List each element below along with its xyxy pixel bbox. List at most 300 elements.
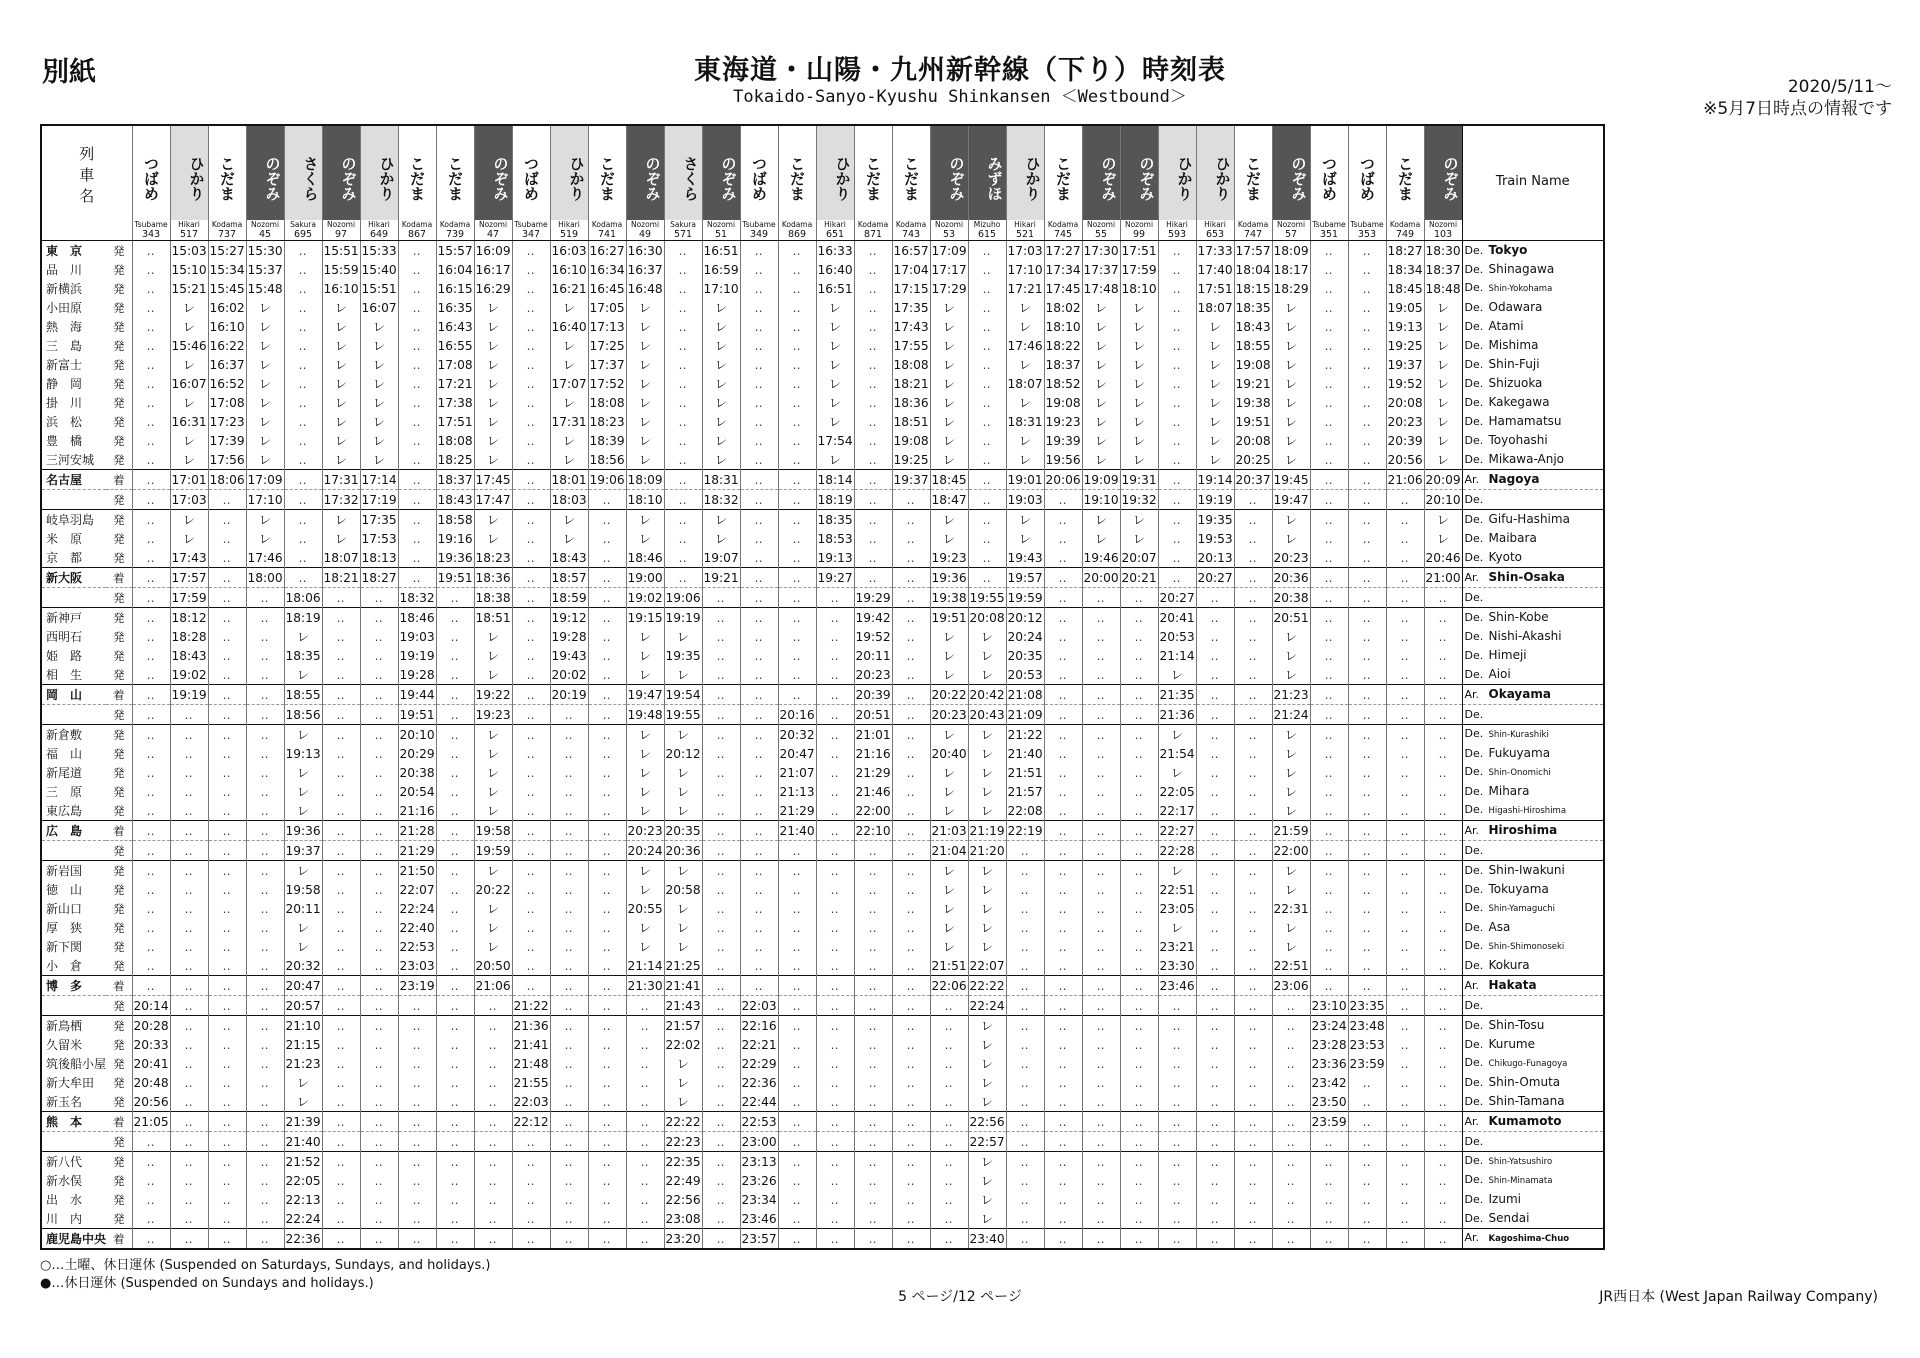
time-cell: ‥: [398, 1073, 436, 1092]
time-cell: ‥: [588, 821, 626, 841]
train-number: 351: [1319, 229, 1339, 240]
time-cell: ‥: [854, 317, 892, 336]
legend-saturday-holiday: ○…土曜、休日運休 (Suspended on Saturdays, Sundays, and holidays.): [40, 1258, 491, 1273]
time-cell: ‥: [208, 861, 246, 881]
station-name-en: [1462, 317, 1604, 336]
time-cell: レ: [702, 298, 740, 317]
time-cell: ‥: [588, 529, 626, 548]
time-cell: 18:53: [816, 529, 854, 548]
station-name-en: [1462, 937, 1604, 956]
time-cell: ‥: [1386, 1171, 1424, 1190]
time-cell: ‥: [246, 627, 284, 646]
time-cell: ‥: [1310, 763, 1348, 782]
time-cell: ‥: [778, 646, 816, 665]
time-cell: 19:08: [1234, 355, 1272, 374]
time-cell: ‥: [854, 490, 892, 510]
time-cell: 18:13: [360, 548, 398, 568]
time-cell: ‥: [1348, 317, 1386, 336]
time-cell: 19:00: [626, 568, 664, 588]
time-cell: ‥: [1348, 588, 1386, 608]
train-number: 349: [749, 229, 769, 240]
arrival-departure-mark: 発: [113, 629, 125, 644]
train-number: 593: [1167, 229, 1187, 240]
time-cell: ‥: [246, 821, 284, 841]
time-cell: 17:19: [360, 490, 398, 510]
time-cell: 23:57: [740, 1229, 778, 1250]
time-cell: レ: [474, 450, 512, 470]
time-cell: レ: [1196, 393, 1234, 412]
time-cell: ‥: [854, 841, 892, 861]
time-cell: ‥: [512, 646, 550, 665]
time-cell: ‥: [854, 1112, 892, 1132]
time-cell: ‥: [246, 976, 284, 996]
time-cell: ‥: [930, 1132, 968, 1152]
time-cell: 18:55: [1234, 336, 1272, 355]
time-cell: 23:13: [740, 1152, 778, 1172]
time-cell: ‥: [930, 1171, 968, 1190]
time-cell: ‥: [360, 1054, 398, 1073]
time-cell: ‥: [1272, 1152, 1310, 1172]
time-cell: 20:19: [550, 685, 588, 705]
time-cell: ‥: [360, 685, 398, 705]
time-cell: レ: [664, 937, 702, 956]
time-cell: ‥: [1082, 801, 1120, 821]
time-cell: ‥: [1044, 763, 1082, 782]
time-cell: ‥: [1082, 627, 1120, 646]
time-cell: ‥: [512, 1229, 550, 1250]
time-cell: レ: [968, 918, 1006, 937]
time-cell: ‥: [246, 1190, 284, 1209]
station-name-en: [1462, 861, 1604, 881]
time-cell: 23:34: [740, 1190, 778, 1209]
time-cell: ‥: [322, 899, 360, 918]
time-cell: ‥: [474, 1190, 512, 1209]
time-cell: 17:51: [1196, 279, 1234, 298]
time-cell: ‥: [1348, 450, 1386, 470]
de-ar-label: Ar.: [1464, 571, 1480, 584]
page-title: 東海道・山陽・九州新幹線（下り）時刻表: [694, 55, 1226, 86]
time-cell: ‥: [816, 1035, 854, 1054]
time-cell: ‥: [1120, 1035, 1158, 1054]
time-cell: ‥: [1310, 450, 1348, 470]
time-cell: 20:41: [132, 1054, 170, 1073]
time-cell: レ: [170, 431, 208, 450]
time-cell: ‥: [1044, 608, 1082, 628]
time-cell: レ: [284, 1092, 322, 1112]
time-cell: 15:34: [208, 260, 246, 279]
time-cell: ‥: [1310, 393, 1348, 412]
station-name-en: [1462, 1209, 1604, 1229]
time-cell: 19:38: [1234, 393, 1272, 412]
time-cell: ‥: [816, 646, 854, 665]
time-cell: ‥: [360, 744, 398, 763]
time-cell: ‥: [626, 1171, 664, 1190]
time-cell: ‥: [892, 1073, 930, 1092]
time-cell: ‥: [1272, 1132, 1310, 1152]
time-cell: ‥: [1424, 1132, 1462, 1152]
time-cell: 16:43: [436, 317, 474, 336]
time-cell: ‥: [208, 744, 246, 763]
time-cell: ‥: [1158, 374, 1196, 393]
time-cell: 15:21: [170, 279, 208, 298]
time-cell: ‥: [1120, 725, 1158, 745]
time-cell: 17:56: [208, 450, 246, 470]
time-cell: ‥: [1120, 1112, 1158, 1132]
time-cell: ‥: [626, 1016, 664, 1036]
time-cell: ‥: [1082, 861, 1120, 881]
time-cell: ‥: [246, 608, 284, 628]
station-name-jp: [41, 841, 106, 861]
time-cell: ‥: [854, 450, 892, 470]
de-ar-label: De.: [1464, 1193, 1484, 1206]
time-cell: ‥: [132, 880, 170, 899]
time-cell: ‥: [854, 241, 892, 261]
time-cell: ‥: [740, 412, 778, 431]
time-cell: ‥: [1044, 1054, 1082, 1073]
time-cell: 19:10: [1082, 490, 1120, 510]
time-cell: レ: [1006, 450, 1044, 470]
time-cell: 18:48: [1424, 279, 1462, 298]
train-kana: こだま: [408, 155, 427, 201]
time-cell: ‥: [436, 1171, 474, 1190]
time-cell: レ: [1082, 355, 1120, 374]
time-cell: ‥: [398, 490, 436, 510]
time-cell: ‥: [740, 298, 778, 317]
time-cell: 22:27: [1158, 821, 1196, 841]
time-cell: ‥: [702, 976, 740, 996]
time-cell: レ: [170, 355, 208, 374]
time-cell: ‥: [170, 1209, 208, 1229]
time-cell: ‥: [1006, 841, 1044, 861]
de-ar-label: De.: [1464, 281, 1484, 294]
time-cell: ‥: [1120, 685, 1158, 705]
time-cell: レ: [968, 627, 1006, 646]
time-cell: ‥: [1386, 841, 1424, 861]
time-cell: 16:10: [208, 317, 246, 336]
time-cell: レ: [626, 317, 664, 336]
time-cell: ‥: [778, 260, 816, 279]
time-cell: ‥: [1196, 646, 1234, 665]
time-cell: ‥: [702, 1171, 740, 1190]
time-cell: ‥: [740, 608, 778, 628]
time-cell: ‥: [436, 1229, 474, 1250]
station-name-en: [1462, 1229, 1604, 1250]
time-cell: ‥: [246, 725, 284, 745]
time-cell: ‥: [854, 336, 892, 355]
time-cell: ‥: [588, 1229, 626, 1250]
time-cell: ‥: [1234, 1016, 1272, 1036]
time-cell: 21:54: [1158, 744, 1196, 763]
time-cell: ‥: [740, 918, 778, 937]
time-cell: ‥: [1348, 336, 1386, 355]
time-cell: レ: [968, 646, 1006, 665]
time-cell: 17:23: [208, 412, 246, 431]
time-cell: 22:13: [284, 1190, 322, 1209]
time-cell: ‥: [892, 996, 930, 1016]
time-cell: 16:10: [550, 260, 588, 279]
time-cell: ‥: [132, 1190, 170, 1209]
time-cell: ‥: [778, 899, 816, 918]
time-cell: 18:56: [588, 450, 626, 470]
time-cell: ‥: [1158, 260, 1196, 279]
time-cell: ‥: [664, 355, 702, 374]
time-cell: ‥: [588, 918, 626, 937]
time-cell: ‥: [778, 1132, 816, 1152]
time-cell: ‥: [398, 1112, 436, 1132]
time-cell: 17:45: [1044, 279, 1082, 298]
time-cell: ‥: [322, 1112, 360, 1132]
station-name-en: [1462, 241, 1604, 261]
time-cell: レ: [1120, 298, 1158, 317]
time-cell: ‥: [702, 937, 740, 956]
time-cell: レ: [246, 374, 284, 393]
time-cell: ‥: [246, 1054, 284, 1073]
time-cell: レ: [968, 861, 1006, 881]
time-cell: ‥: [246, 588, 284, 608]
train-column-header: [512, 125, 550, 241]
time-cell: ‥: [854, 355, 892, 374]
time-cell: レ: [474, 510, 512, 530]
station-name-en: [1462, 588, 1604, 608]
time-cell: 17:03: [170, 490, 208, 510]
time-cell: 19:38: [930, 588, 968, 608]
time-cell: レ: [626, 431, 664, 450]
de-ar-label: Ar.: [1464, 979, 1480, 992]
time-cell: 21:22: [512, 996, 550, 1016]
time-cell: ‥: [246, 1092, 284, 1112]
time-cell: ‥: [664, 431, 702, 450]
time-cell: ‥: [1082, 821, 1120, 841]
time-cell: 17:03: [1006, 241, 1044, 261]
time-cell: ‥: [132, 431, 170, 450]
time-cell: ‥: [968, 241, 1006, 261]
time-cell: 21:19: [968, 821, 1006, 841]
time-cell: ‥: [1424, 937, 1462, 956]
time-cell: ‥: [1082, 685, 1120, 705]
station-english: Hamamatsu: [1488, 414, 1562, 428]
time-cell: ‥: [588, 588, 626, 608]
time-cell: ‥: [854, 880, 892, 899]
train-column-header: [740, 125, 778, 241]
time-cell: ‥: [360, 646, 398, 665]
time-cell: ‥: [550, 705, 588, 725]
time-cell: レ: [474, 763, 512, 782]
time-cell: 23:46: [740, 1209, 778, 1229]
train-column-header: [626, 125, 664, 241]
time-cell: レ: [550, 393, 588, 412]
time-cell: 18:14: [816, 470, 854, 490]
time-cell: ‥: [550, 1132, 588, 1152]
time-cell: ‥: [322, 801, 360, 821]
train-name-label-jp: 列車名: [77, 146, 96, 209]
time-cell: ‥: [284, 393, 322, 412]
time-cell: 19:37: [284, 841, 322, 861]
time-cell: ‥: [360, 918, 398, 937]
time-cell: ‥: [778, 374, 816, 393]
time-cell: ‥: [246, 956, 284, 976]
time-cell: レ: [474, 431, 512, 450]
time-cell: ‥: [740, 529, 778, 548]
time-cell: ‥: [170, 956, 208, 976]
time-cell: 18:09: [1272, 241, 1310, 261]
time-cell: ‥: [512, 744, 550, 763]
time-cell: ‥: [132, 568, 170, 588]
time-cell: 18:57: [550, 568, 588, 588]
station-name-en: [1462, 510, 1604, 530]
time-cell: ‥: [1424, 861, 1462, 881]
time-cell: ‥: [512, 665, 550, 685]
time-cell: レ: [170, 393, 208, 412]
time-cell: ‥: [1158, 1112, 1196, 1132]
time-cell: ‥: [1158, 510, 1196, 530]
time-cell: ‥: [550, 1209, 588, 1229]
time-cell: ‥: [1120, 1152, 1158, 1172]
time-cell: ‥: [1082, 1190, 1120, 1209]
time-cell: ‥: [1386, 490, 1424, 510]
time-cell: ‥: [892, 1209, 930, 1229]
time-cell: ‥: [208, 976, 246, 996]
time-cell: ‥: [854, 1073, 892, 1092]
de-ar-label: De.: [1464, 532, 1484, 545]
time-cell: 17:14: [360, 470, 398, 490]
time-cell: ‥: [436, 1190, 474, 1209]
time-cell: ‥: [1082, 1016, 1120, 1036]
time-cell: ‥: [1386, 568, 1424, 588]
time-cell: レ: [968, 1209, 1006, 1229]
train-number: 869: [787, 229, 807, 240]
time-cell: 22:19: [1006, 821, 1044, 841]
time-cell: ‥: [1424, 646, 1462, 665]
station-english: Maibara: [1488, 531, 1537, 545]
time-cell: 22:03: [512, 1092, 550, 1112]
time-cell: ‥: [1348, 665, 1386, 685]
time-cell: ‥: [664, 374, 702, 393]
time-cell: ‥: [1272, 1171, 1310, 1190]
time-cell: ‥: [626, 1209, 664, 1229]
time-cell: 16:17: [474, 260, 512, 279]
time-cell: ‥: [170, 744, 208, 763]
time-cell: ‥: [208, 841, 246, 861]
time-cell: ‥: [436, 976, 474, 996]
train-name-label-en: Train Name: [1495, 174, 1570, 189]
time-cell: ‥: [550, 782, 588, 801]
time-cell: ‥: [892, 1171, 930, 1190]
time-cell: ‥: [1234, 1035, 1272, 1054]
train-kana: つばめ: [522, 155, 541, 201]
arrival-departure-mark: 発: [113, 357, 125, 372]
time-cell: ‥: [1386, 725, 1424, 745]
time-cell: ‥: [436, 665, 474, 685]
time-cell: ‥: [1082, 956, 1120, 976]
time-cell: ‥: [778, 450, 816, 470]
time-cell: 23:46: [1158, 976, 1196, 996]
time-cell: ‥: [1310, 529, 1348, 548]
time-cell: 18:34: [1386, 260, 1424, 279]
time-cell: ‥: [1424, 841, 1462, 861]
time-cell: ‥: [702, 782, 740, 801]
time-cell: レ: [626, 450, 664, 470]
time-cell: ‥: [588, 1190, 626, 1209]
arrival-departure-mark: 発: [113, 765, 125, 780]
station-name-jp: 新倉敷: [41, 725, 106, 745]
time-cell: レ: [1158, 918, 1196, 937]
time-cell: ‥: [246, 899, 284, 918]
time-cell: 22:23: [664, 1132, 702, 1152]
time-cell: 21:08: [1006, 685, 1044, 705]
time-cell: 20:39: [1386, 431, 1424, 450]
time-cell: ‥: [1044, 1209, 1082, 1229]
time-cell: ‥: [360, 782, 398, 801]
time-cell: ‥: [284, 568, 322, 588]
time-cell: ‥: [740, 548, 778, 568]
train-column-header: [550, 125, 588, 241]
station-name-en: [1462, 1190, 1604, 1209]
station-english: Nagoya: [1488, 472, 1540, 486]
arrival-departure-mark: 着: [106, 685, 132, 705]
time-cell: ‥: [1158, 1073, 1196, 1092]
time-cell: レ: [968, 725, 1006, 745]
time-cell: ‥: [1234, 1073, 1272, 1092]
time-cell: 20:00: [1082, 568, 1120, 588]
time-cell: ‥: [550, 1092, 588, 1112]
time-cell: 22:03: [740, 996, 778, 1016]
time-cell: レ: [930, 450, 968, 470]
time-cell: ‥: [436, 899, 474, 918]
de-ar-label: De.: [1464, 513, 1484, 526]
time-cell: 22:31: [1272, 899, 1310, 918]
time-cell: ‥: [702, 918, 740, 937]
time-cell: ‥: [1234, 1152, 1272, 1172]
train-kana: こだま: [788, 155, 807, 201]
time-cell: ‥: [892, 821, 930, 841]
arrival-departure-mark: 発: [113, 300, 125, 315]
time-cell: ‥: [1082, 608, 1120, 628]
station-name-jp: 新大牟田: [46, 1075, 95, 1090]
time-cell: ‥: [892, 861, 930, 881]
time-cell: 20:23: [854, 665, 892, 685]
time-cell: ‥: [1196, 1152, 1234, 1172]
station-name-en: [1462, 450, 1604, 470]
time-cell: ‥: [1158, 470, 1196, 490]
time-cell: レ: [1006, 529, 1044, 548]
time-cell: 21:14: [626, 956, 664, 976]
de-ar-label: De.: [1464, 999, 1484, 1012]
time-cell: ‥: [1196, 665, 1234, 685]
station-english: Odawara: [1488, 300, 1543, 314]
time-cell: ‥: [702, 1016, 740, 1036]
time-cell: ‥: [1348, 627, 1386, 646]
time-cell: ‥: [1006, 937, 1044, 956]
time-cell: ‥: [778, 918, 816, 937]
time-cell: ‥: [360, 1229, 398, 1250]
time-cell: 20:09: [1424, 470, 1462, 490]
station-row: [41, 1171, 1604, 1190]
train-number: 519: [559, 229, 579, 240]
time-cell: ‥: [1006, 1209, 1044, 1229]
de-ar-label: De.: [1464, 1173, 1484, 1186]
time-cell: ‥: [740, 588, 778, 608]
time-cell: 20:41: [1158, 608, 1196, 628]
time-cell: 18:37: [436, 470, 474, 490]
time-cell: 18:52: [1044, 374, 1082, 393]
time-cell: ‥: [702, 821, 740, 841]
station-name-jp: 新岩国: [41, 861, 106, 881]
time-cell: 21:16: [854, 744, 892, 763]
time-cell: 21:46: [854, 782, 892, 801]
train-column-header: [360, 125, 398, 241]
time-cell: ‥: [740, 646, 778, 665]
time-cell: ‥: [512, 976, 550, 996]
